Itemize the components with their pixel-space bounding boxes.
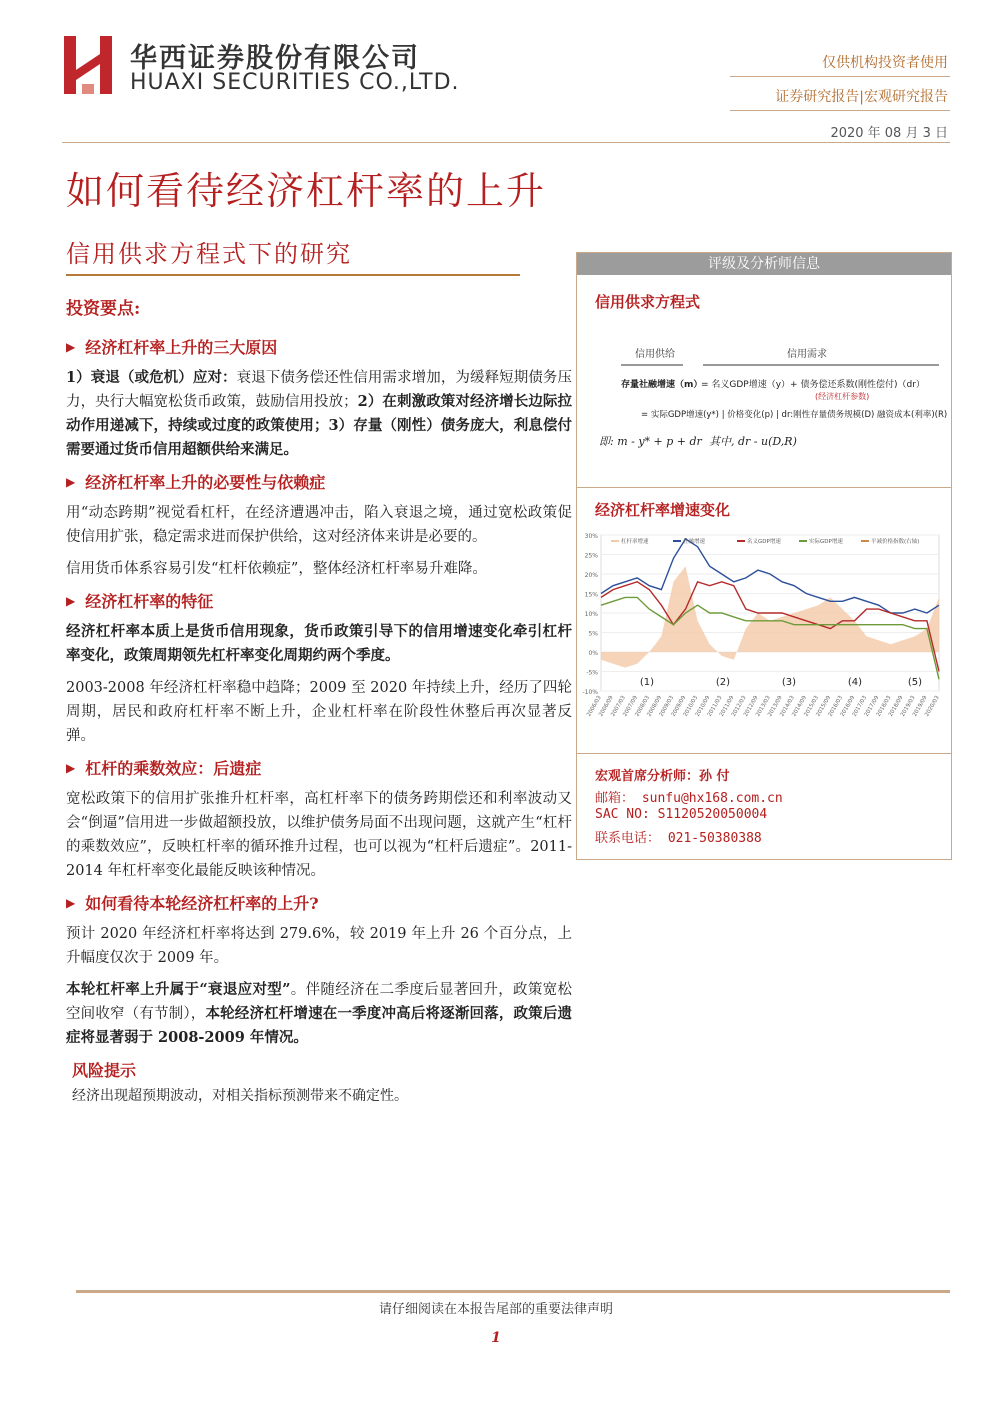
risk-heading: 风险提示 bbox=[72, 1061, 137, 1080]
bullet-arrow-icon: ▶ bbox=[66, 593, 76, 608]
section-heading bbox=[66, 335, 572, 358]
analyst-email[interactable]: 邮箱： sunfu@hx168.com.cn bbox=[595, 791, 783, 806]
x-tick-label: 2007/09 bbox=[622, 695, 639, 718]
leverage-growth-chart bbox=[577, 521, 953, 747]
date-divider bbox=[62, 142, 950, 143]
section-heading-text: 经济杠杆率上升的必要性与依赖症 bbox=[85, 473, 326, 492]
x-tick-label: 2011/03 bbox=[706, 695, 724, 718]
bold-text: 经济杠杆率本质上是货币信用现象，货币政策引导下的信用增速变化牵引杠杆率变化，政策周期领先杠杆率变化周期约两个季度。 bbox=[66, 623, 572, 664]
x-tick-label: 2018/03 bbox=[875, 695, 893, 718]
period-label: (4) bbox=[847, 677, 863, 688]
company-name-cn: 华西证券股份有限公司 bbox=[130, 43, 420, 74]
paragraph: 信用货币体系容易引发“杠杆依赖症”，整体经济杠杆率易升难降。 bbox=[66, 561, 487, 577]
x-tick-label: 2008/09 bbox=[646, 695, 664, 718]
paragraph bbox=[66, 978, 572, 1050]
equation-demand-label: 信用需求 bbox=[787, 349, 827, 360]
x-tick-label: 2009/09 bbox=[670, 695, 688, 718]
paragraph: 宽松政策下的信用扩张推升杠杆率，高杠杆率下的债务跨期偿还和利率波动又会“倒逼”信用进一步做超额投放，以维护债务局面不出现问题，这就产生“杠杆的乘数效应”，反映杠杆率的循环推升过程，也可以视为“杠杆后遗症”。2011-2014 年杠杆率变化最能反映该种情况。 bbox=[66, 791, 572, 879]
analyst-sac: SAC NO: S1120520050004 bbox=[595, 807, 768, 822]
header-divider bbox=[730, 110, 950, 111]
bold-text: 2）在刺激政策对经济增长边际拉动作用递减下，持续或过度的政策使用；3）存量（刚性）债务庞大，利息偿付需要通过货币信用超额供给来满足。 bbox=[66, 393, 572, 458]
y-tick-label: 25% bbox=[584, 552, 598, 560]
x-tick-label: 2013/03 bbox=[755, 695, 772, 718]
header-divider bbox=[730, 76, 950, 77]
legend-label: 社融增速 bbox=[683, 539, 706, 545]
analyst-phone: 联系电话： 021-50380388 bbox=[595, 831, 762, 846]
equation-line-2: = 实际GDP增速(y*) | 价格变化(p) | dr:刚性存量债务规模(D) 融资成本(利率)(R) bbox=[641, 410, 948, 420]
x-tick-label: 2012/03 bbox=[730, 695, 748, 718]
paragraph: 2003-2008 年经济杠杆率稳中趋降；2009 至 2020 年持续上升，经历了四轮周期，居民和政府杠杆率不断上升，企业杠杆率在阶段性休整后再次显著反弹。 bbox=[66, 680, 572, 744]
x-tick-label: 2010/03 bbox=[682, 695, 700, 718]
paragraph: 预计 2020 年经济杠杆率将达到 279.6%，较 2019 年上升 26 个百分点，上升幅度仅次于 2009 年。 bbox=[66, 926, 572, 966]
bullet-arrow-icon: ▶ bbox=[66, 474, 76, 489]
x-tick-label: 2006/09 bbox=[598, 695, 615, 718]
period-label: (3) bbox=[781, 677, 797, 688]
x-tick-label: 2017/03 bbox=[851, 695, 869, 718]
analyst-info-box bbox=[576, 252, 952, 860]
text: 。伴随经济在二季度后显著回升，政策宽松空间收窄（有节制）， bbox=[66, 982, 572, 1022]
company-name-en: HUAXI SECURITIES CO.,LTD. bbox=[130, 70, 460, 95]
section-heading-text: 经济杠杆率的特征 bbox=[85, 592, 214, 611]
x-tick-label: 2018/09 bbox=[887, 695, 905, 718]
bullet-arrow-icon: ▶ bbox=[66, 895, 76, 910]
section-heading bbox=[66, 891, 572, 914]
huaxi-logo-icon bbox=[62, 32, 114, 96]
key-points-column bbox=[66, 294, 572, 1107]
footer-divider bbox=[76, 1290, 950, 1293]
equation-title: 信用供求方程式 bbox=[595, 293, 701, 311]
x-tick-label: 2013/09 bbox=[767, 695, 784, 718]
subtitle-underline bbox=[66, 274, 520, 276]
section-heading bbox=[66, 470, 572, 493]
risk-text: 经济出现超预期波动，对相关指标预测带来不确定性。 bbox=[72, 1088, 408, 1104]
x-tick-label: 2014/03 bbox=[779, 695, 796, 718]
x-tick-label: 2017/09 bbox=[863, 695, 881, 718]
bold-text: 本轮经济杠杆增速在一季度冲高后将逐渐回落，政策后遗症将显著弱于 2008-2009 年情况。 bbox=[66, 1005, 573, 1046]
y-tick-label: -10% bbox=[582, 689, 598, 696]
text: 衰退下债务偿还性信用需求增加，为缓释短期债务压力，央行大幅宽松货币政策，鼓励信用投放； bbox=[66, 370, 573, 410]
bold-text: 1）衰退（或危机）应对： bbox=[66, 369, 237, 386]
section-heading-text: 经济杠杆率上升的三大原因 bbox=[85, 338, 278, 357]
key-points-heading: 投资要点: bbox=[66, 299, 141, 319]
legend-label: 平减价格指数(右轴) bbox=[871, 539, 920, 545]
y-tick-label: 15% bbox=[584, 591, 598, 599]
y-tick-label: 20% bbox=[584, 572, 598, 579]
x-tick-label: 2012/09 bbox=[743, 695, 760, 718]
page-number: 1 bbox=[491, 1330, 501, 1346]
x-tick-label: 2019/09 bbox=[912, 695, 929, 718]
x-tick-label: 2015/03 bbox=[803, 695, 821, 718]
credit-equation-figure bbox=[577, 339, 953, 459]
equation-note: (经济杠杆参数) bbox=[815, 392, 870, 401]
page-subtitle: 信用供求方程式下的研究 bbox=[66, 240, 352, 268]
x-tick-label: 2006/03 bbox=[586, 695, 603, 718]
audience-note: 仅供机构投资者使用 bbox=[822, 55, 948, 71]
x-tick-label: 2015/09 bbox=[815, 695, 833, 718]
bullet-arrow-icon: ▶ bbox=[66, 760, 76, 775]
equation-line-1a: 存量社融增速（m） bbox=[621, 380, 703, 390]
period-label: (2) bbox=[715, 677, 731, 688]
bold-text: 本轮杠杆率上升属于“衰退应对型” bbox=[66, 981, 291, 998]
sidebar-divider bbox=[577, 487, 951, 488]
x-tick-label: 2009/03 bbox=[658, 695, 676, 718]
page-title: 如何看待经济杠杆率的上升 bbox=[66, 169, 547, 213]
y-tick-label: 10% bbox=[584, 611, 598, 618]
paragraph bbox=[66, 620, 572, 668]
x-tick-label: 2014/09 bbox=[791, 695, 808, 718]
paragraph bbox=[66, 366, 572, 462]
footer-disclaimer: 请仔细阅读在本报告尾部的重要法律声明 bbox=[378, 1302, 613, 1317]
section-heading bbox=[66, 756, 572, 779]
chart-title: 经济杠杆率增速变化 bbox=[595, 501, 731, 519]
paragraph: 用“动态跨期”视觉看杠杆，在经济遭遇冲击，陷入衰退之境，通过宽松政策促使信用扩张，稳定需求进而保护供给，这对经济体来讲是必要的。 bbox=[66, 505, 572, 545]
y-tick-label: 0% bbox=[588, 650, 598, 657]
x-tick-label: 2011/09 bbox=[718, 695, 736, 718]
equation-line-3b: 其中, dr - u(D,R) bbox=[709, 435, 797, 448]
sidebar-divider bbox=[577, 753, 951, 754]
y-tick-label: 5% bbox=[588, 630, 598, 638]
x-tick-label: 2007/03 bbox=[610, 695, 627, 718]
legend-label: 实际GDP增速 bbox=[809, 539, 843, 545]
x-tick-label: 2020/03 bbox=[924, 695, 941, 718]
analyst-title: 宏观首席分析师：孙 付 bbox=[595, 769, 730, 784]
section-heading-text: 杠杆的乘数效应：后遗症 bbox=[85, 759, 262, 778]
bullet-arrow-icon: ▶ bbox=[66, 339, 76, 354]
x-tick-label: 2008/03 bbox=[634, 695, 652, 718]
x-tick-label: 2016/09 bbox=[839, 695, 857, 718]
equation-supply-label: 信用供给 bbox=[635, 349, 675, 360]
section-heading bbox=[66, 589, 572, 612]
period-label: (1) bbox=[639, 677, 655, 688]
legend-label: 名义GDP增速 bbox=[747, 539, 781, 545]
section-heading-text: 如何看待本轮经济杠杆率的上升? bbox=[85, 894, 319, 913]
period-label: (5) bbox=[907, 677, 923, 688]
x-tick-label: 2010/09 bbox=[694, 695, 712, 718]
sidebar-header: 评级及分析师信息 bbox=[577, 253, 951, 275]
y-tick-label: 30% bbox=[584, 533, 598, 540]
report-date: 2020 年 08 月 3 日 bbox=[830, 126, 948, 141]
x-tick-label: 2016/03 bbox=[827, 695, 845, 718]
report-type: 证券研究报告|宏观研究报告 bbox=[775, 89, 948, 105]
legend-label: 杠杆率增速 bbox=[621, 539, 649, 545]
series-line-社融增速 bbox=[601, 539, 939, 613]
equation-line-1b: = 名义GDP增速（y）+ 债务偿还系数(刚性偿付)（dr） bbox=[701, 380, 925, 390]
equation-line-3a: 即: m - y* + p + dr bbox=[599, 435, 702, 448]
x-tick-label: 2019/03 bbox=[899, 695, 917, 718]
y-tick-label: -5% bbox=[586, 669, 598, 677]
